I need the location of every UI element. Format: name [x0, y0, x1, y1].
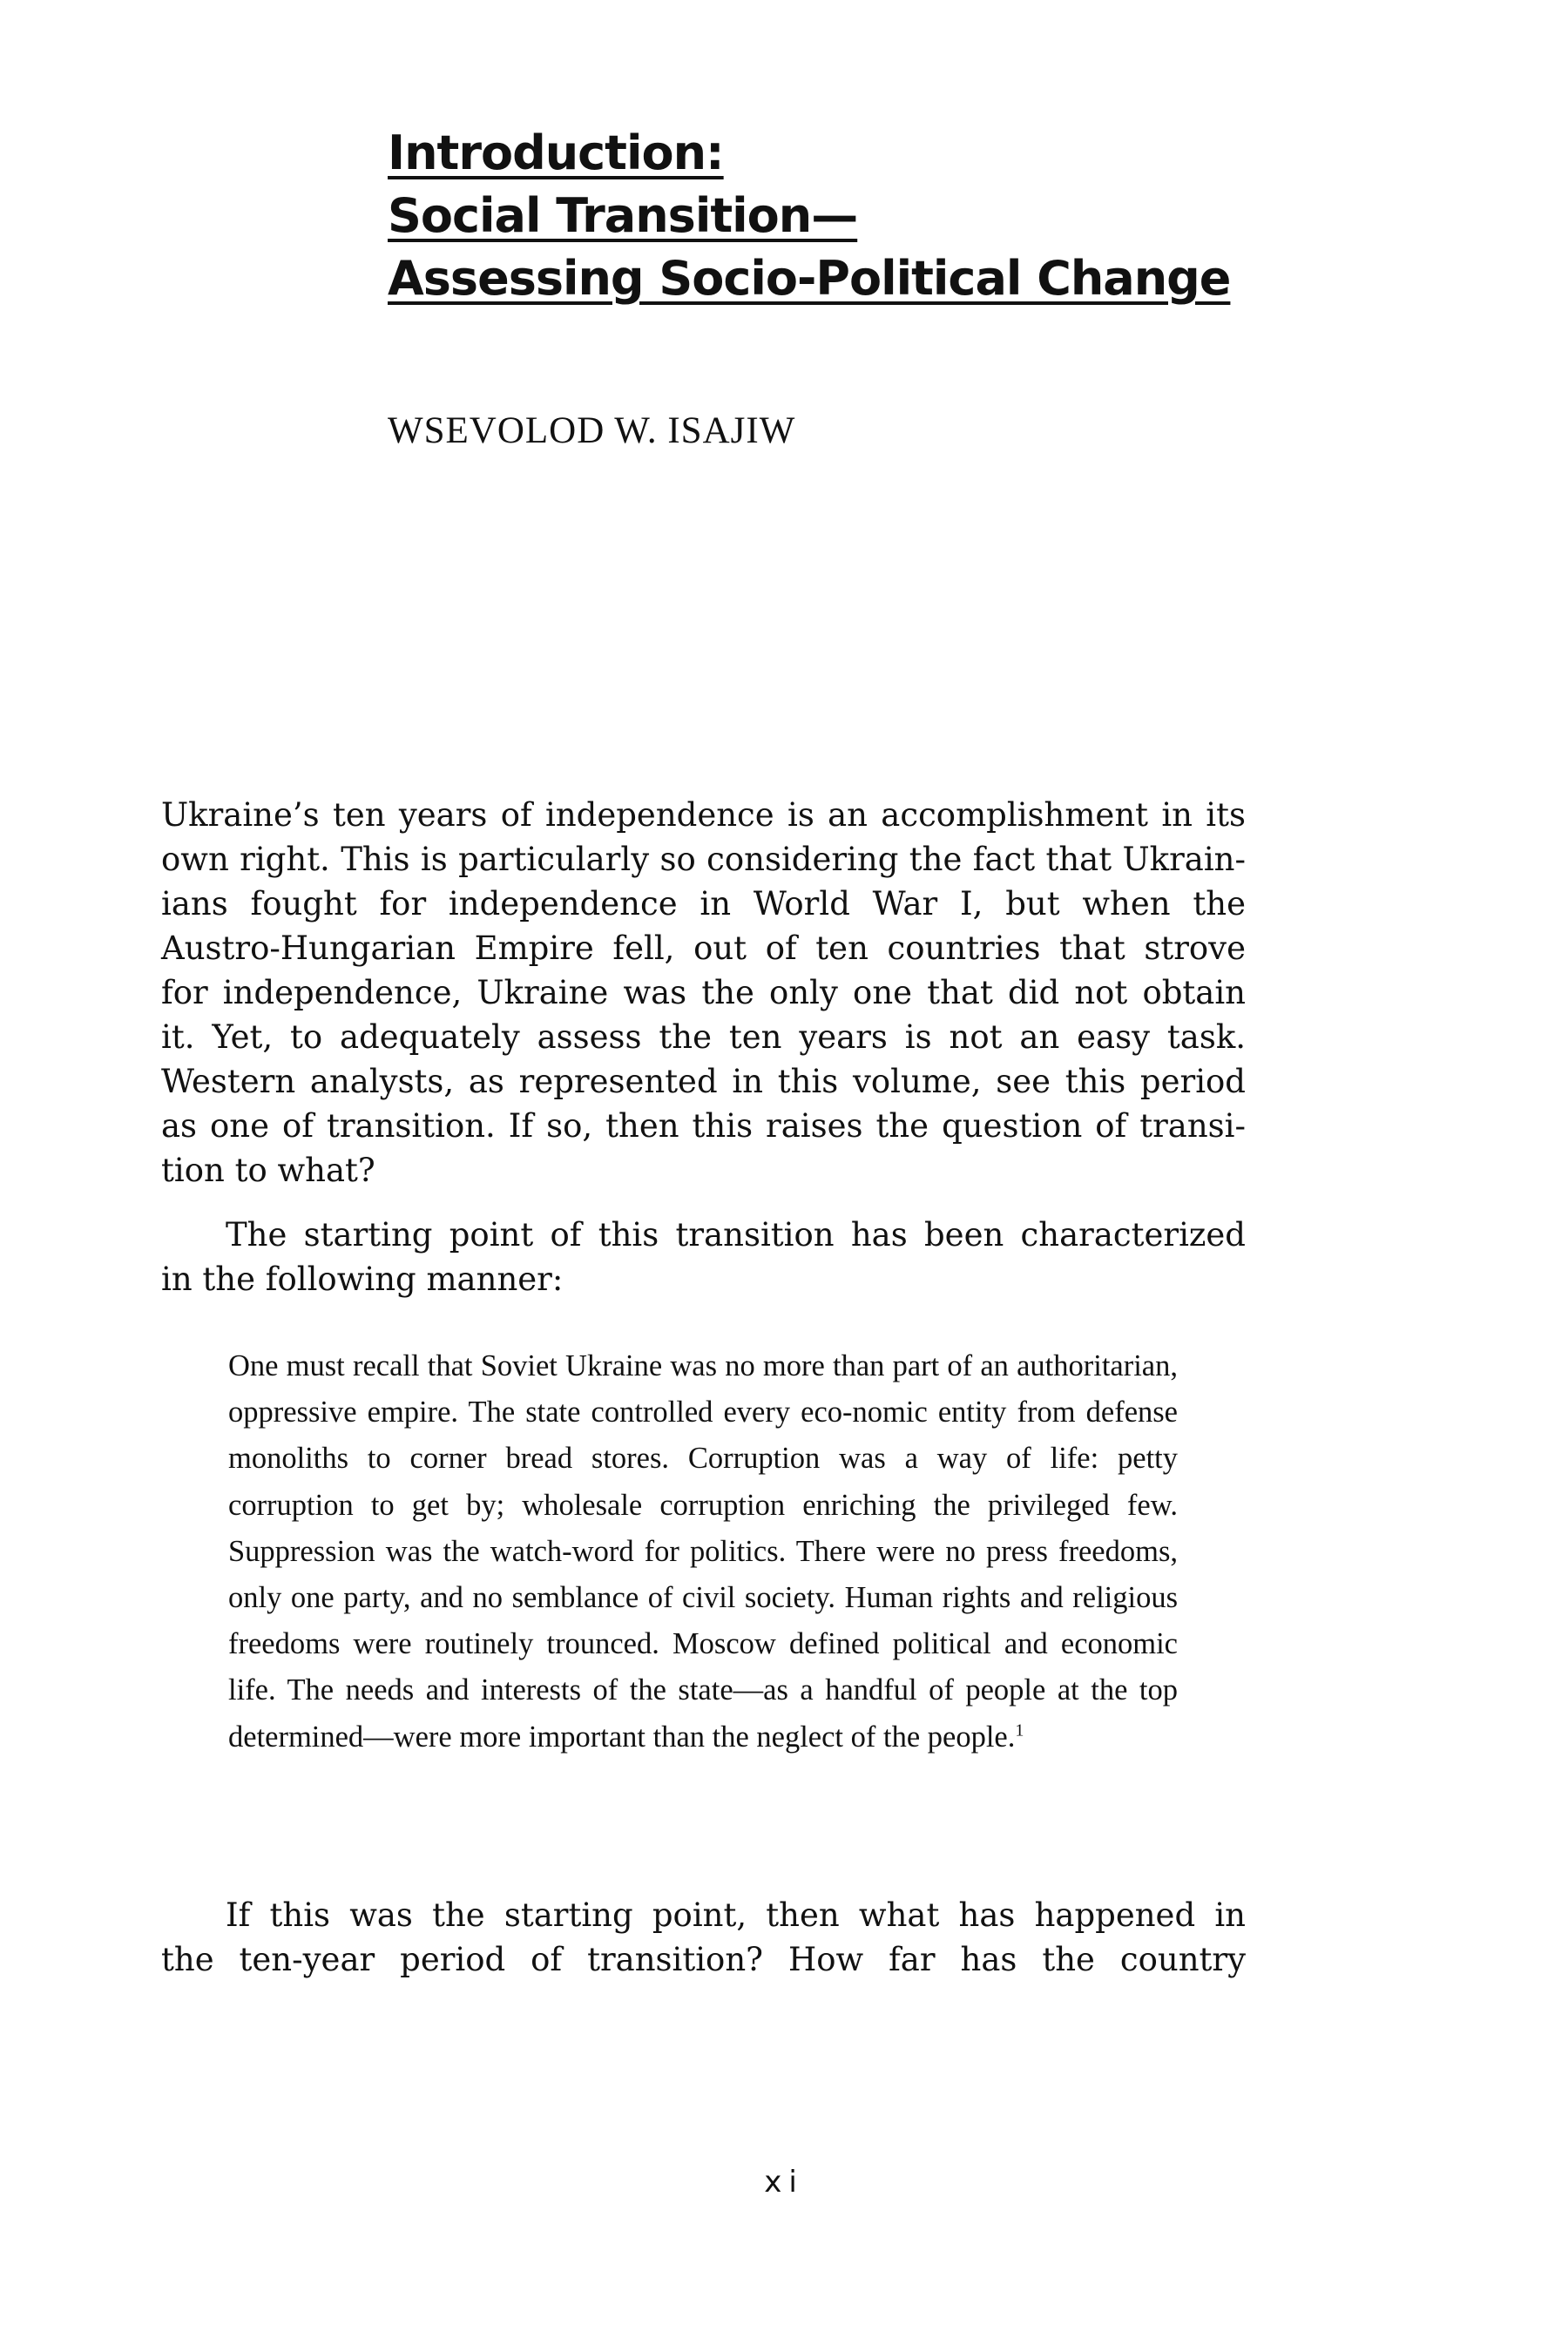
body-line: Western analysts, as represented in this volume, see this period — [161, 1063, 1246, 1100]
page-number: xi — [764, 2165, 804, 2200]
body-line: in the following manner: — [161, 1260, 564, 1298]
body-line: If this was the starting point, then what has happened in — [226, 1896, 1246, 1934]
chapter-title-line-3: Assessing Socio-Political Change — [388, 251, 1231, 306]
body-paragraph-2 — [161, 1213, 1246, 1301]
body-paragraph-3 — [161, 1893, 1246, 1982]
body-paragraph-1 — [161, 793, 1246, 1193]
body-line: own right. This is particularly so considering the fact that Ukrain- — [161, 841, 1246, 878]
body-line: tion to what? — [161, 1152, 375, 1189]
chapter-title — [388, 122, 1433, 310]
block-quote-body: One must recall that Soviet Ukraine was no more than part of an authoritarian, oppressive empire. The state controlled every eco-nomic entity from defense monoliths to corner bread stores. Corruption was a way of life: petty corruption to get by; wholesale corruption enriching the privileged few. Suppression was the watch-word for politics. There were no press freedoms, only one party, and no semblance of civil society. Human rights and religious freedoms were routinely trounced. Moscow defined political and economic life. The needs and interests of the state—as a handful of people at the top determined—were more important than the neglect of the people. — [228, 1349, 1178, 1754]
chapter-title-line-2: Social Transition— — [388, 188, 858, 243]
body-line: The starting point of this transition has been characterized — [226, 1216, 1246, 1254]
footnote-marker: 1 — [1015, 1720, 1024, 1740]
chapter-title-line-1: Introduction: — [388, 125, 724, 180]
body-line: as one of transition. If so, then this raises the question of transi- — [161, 1107, 1246, 1145]
body-line: Ukraine’s ten years of independence is an accomplishment in its — [161, 796, 1246, 834]
body-line: it. Yet, to adequately assess the ten years is not an easy task. — [161, 1018, 1246, 1056]
body-line: the ten-year period of transition? How far has the country — [161, 1941, 1246, 1978]
block-quote — [228, 1343, 1178, 1761]
author-name: WSEVOLOD W. ISAJIW — [388, 410, 796, 451]
body-line: Austro-Hungarian Empire fell, out of ten countries that strove — [161, 929, 1246, 967]
block-quote-text — [228, 1343, 1178, 1761]
body-line: ians fought for independence in World War I, but when the — [161, 885, 1246, 923]
body-line: for independence, Ukraine was the only one that did not obtain — [161, 974, 1246, 1011]
